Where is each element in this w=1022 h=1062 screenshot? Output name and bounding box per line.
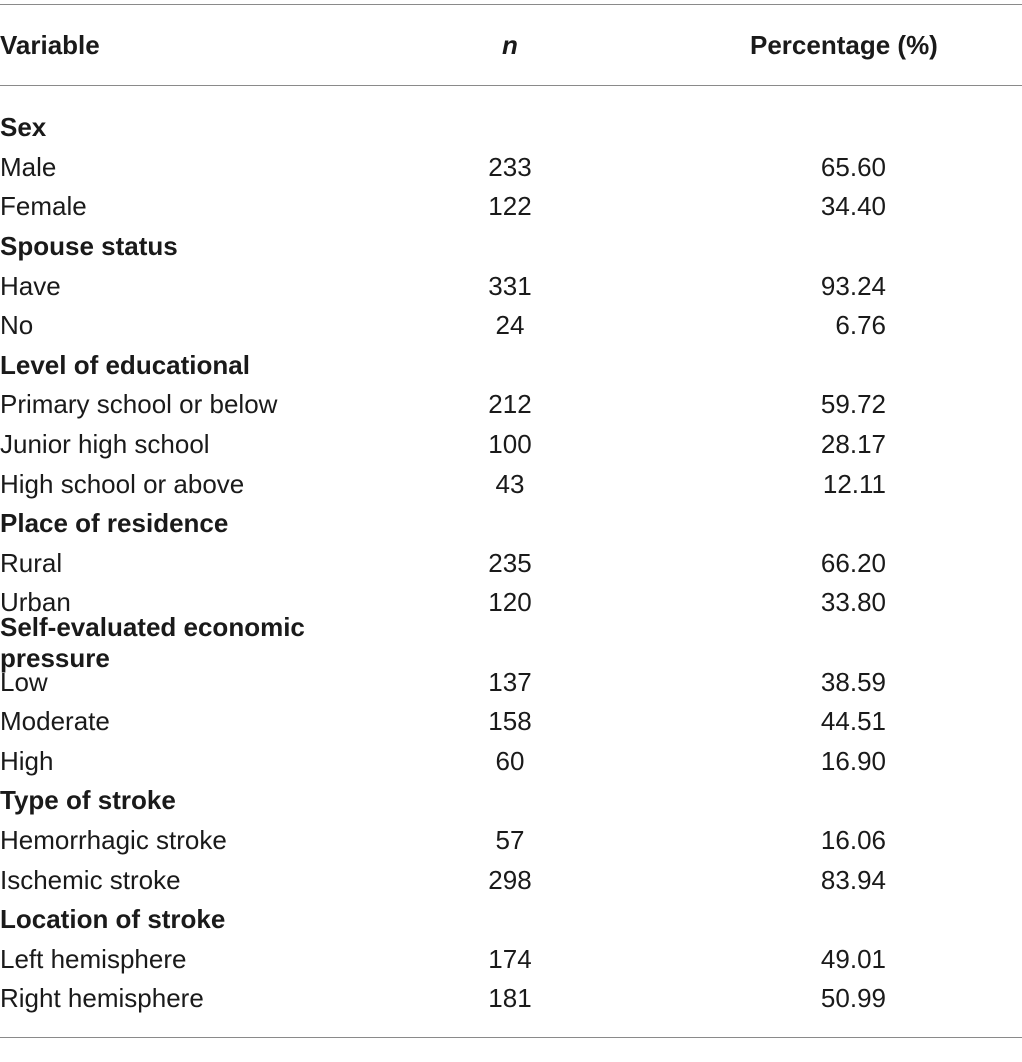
- row-n: 233: [488, 151, 532, 182]
- row-n: 235: [488, 547, 532, 578]
- row-n: 24: [495, 310, 525, 341]
- table-row: [0, 979, 1022, 1019]
- row-n: 298: [488, 864, 532, 895]
- row-percentage: 65.60: [820, 151, 886, 182]
- row-n: 181: [488, 983, 532, 1014]
- row-label: Moderate: [0, 706, 110, 737]
- row-percentage: 12.11: [822, 468, 886, 499]
- group-label: Sex: [0, 112, 47, 143]
- row-percentage: 93.24: [820, 270, 886, 301]
- row-percentage: 38.59: [820, 666, 886, 697]
- row-percentage: 50.99: [820, 983, 886, 1014]
- row-label: Left hemisphere: [0, 943, 187, 974]
- row-percentage: 6.76: [835, 310, 886, 341]
- table-row: [0, 662, 1022, 702]
- row-n: 122: [488, 191, 532, 222]
- row-n: 212: [488, 389, 532, 420]
- row-label: Primary school or below: [0, 389, 278, 420]
- table-body: [0, 86, 1022, 1037]
- row-percentage: 83.94: [820, 864, 886, 895]
- row-label: Junior high school: [0, 429, 210, 460]
- table-row: [0, 742, 1022, 782]
- table-row: [0, 148, 1022, 188]
- group-label: Self-evaluated economic pressure: [0, 611, 305, 673]
- row-label: High: [0, 745, 54, 776]
- group-label: Spouse status: [0, 231, 178, 262]
- table-row: [0, 544, 1022, 584]
- row-label: Female: [0, 191, 87, 222]
- table-row: [0, 266, 1022, 306]
- header-variable: Variable: [0, 29, 100, 60]
- bottom-rule: [0, 1037, 1022, 1038]
- table-group-row: [0, 611, 1022, 673]
- table-group-row: [0, 781, 1022, 821]
- row-n: 331: [488, 270, 532, 301]
- row-n: 60: [495, 745, 525, 776]
- row-label: Urban: [0, 587, 71, 618]
- row-n: 174: [488, 943, 532, 974]
- row-n: 137: [488, 666, 532, 697]
- table-group-row: [0, 108, 1022, 148]
- table-row: [0, 939, 1022, 979]
- table-row: [0, 821, 1022, 861]
- table-header-row: [0, 5, 1022, 85]
- table-row: [0, 187, 1022, 227]
- row-percentage: 16.90: [820, 745, 886, 776]
- row-label: No: [0, 310, 34, 341]
- table-row: [0, 425, 1022, 465]
- row-n: 100: [488, 429, 532, 460]
- table-group-row: [0, 227, 1022, 267]
- group-label: Type of stroke: [0, 785, 176, 816]
- row-percentage: 49.01: [820, 943, 886, 974]
- table-row: [0, 702, 1022, 742]
- row-n: 57: [495, 824, 525, 855]
- table-row: [0, 306, 1022, 346]
- table-group-row: [0, 900, 1022, 940]
- header-percentage: Percentage (%): [750, 29, 938, 60]
- row-n: 158: [488, 706, 532, 737]
- row-label: Ischemic stroke: [0, 864, 181, 895]
- row-label: Rural: [0, 547, 63, 578]
- row-label: Low: [0, 666, 48, 697]
- row-label: High school or above: [0, 468, 245, 499]
- demographics-table: [0, 4, 1022, 1038]
- row-percentage: 44.51: [820, 706, 886, 737]
- row-percentage: 16.06: [820, 824, 886, 855]
- row-label: Have: [0, 270, 61, 301]
- row-percentage: 28.17: [820, 429, 886, 460]
- table-row: [0, 385, 1022, 425]
- table-row: [0, 464, 1022, 504]
- row-label: Male: [0, 151, 57, 182]
- row-percentage: 34.40: [820, 191, 886, 222]
- table-group-row: [0, 346, 1022, 386]
- row-label: Right hemisphere: [0, 983, 204, 1014]
- row-percentage: 59.72: [820, 389, 886, 420]
- row-n: 43: [495, 468, 525, 499]
- row-label: Hemorrhagic stroke: [0, 824, 227, 855]
- row-n: 120: [488, 587, 532, 618]
- group-label: Place of residence: [0, 508, 229, 539]
- row-percentage: 33.80: [820, 587, 886, 618]
- group-label: Location of stroke: [0, 904, 226, 935]
- table-row: [0, 860, 1022, 900]
- header-n: n: [502, 29, 518, 60]
- table-group-row: [0, 504, 1022, 544]
- row-percentage: 66.20: [820, 547, 886, 578]
- group-label: Level of educational: [0, 349, 250, 380]
